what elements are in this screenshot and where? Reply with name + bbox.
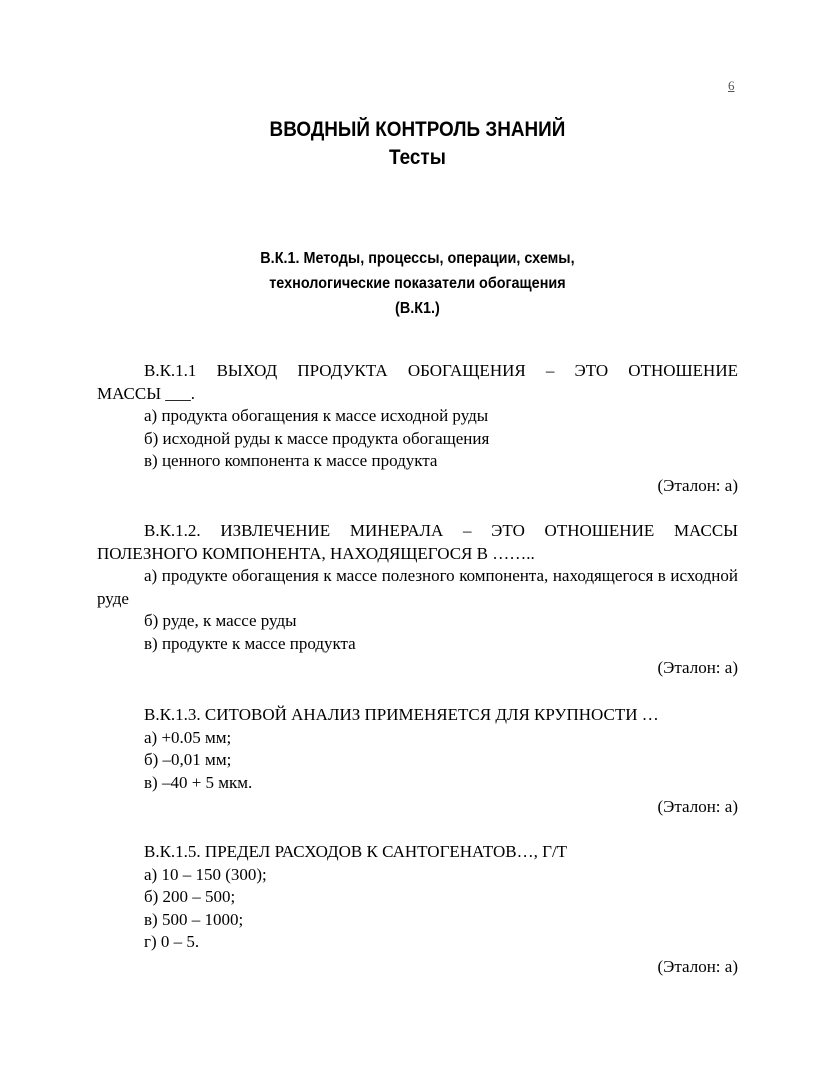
question-text-line-2: МАССЫ ___. bbox=[97, 383, 196, 403]
etalon-answer: (Эталон: а) bbox=[657, 475, 738, 495]
question-vk-1-1 bbox=[97, 360, 738, 497]
answer-option-a: а) 10 – 150 (300); bbox=[144, 864, 267, 884]
question-text-line-1: В.К.1.2. ИЗВЛЕЧЕНИЕ МИНЕРАЛА – ЭТО ОТНОШЕНИЕ МАССЫ bbox=[144, 521, 738, 540]
section-heading bbox=[42, 246, 794, 321]
question-vk-1-3 bbox=[97, 704, 738, 819]
page-title bbox=[42, 116, 794, 172]
page-title-line-1: ВВОДНЫЙ КОНТРОЛЬ ЗНАНИЙ bbox=[269, 118, 566, 141]
answer-option-c: в) ценного компонента к массе продукта bbox=[144, 451, 438, 470]
answer-option-c: в) 500 – 1000; bbox=[144, 909, 244, 929]
answer-option-b: б) –0,01 мм; bbox=[144, 750, 232, 769]
question-text: В.К.1.3. СИТОВОЙ АНАЛИЗ ПРИМЕНЯЕТСЯ ДЛЯ КРУПНОСТИ … bbox=[144, 705, 659, 724]
answer-option-b: б) исходной руды к массе продукта обогащения bbox=[144, 428, 490, 448]
question-text: В.К.1.5. ПРЕДЕЛ РАСХОДОВ К САНТОГЕНАТОВ…, Г/Т bbox=[144, 842, 568, 861]
etalon-answer: (Эталон: а) bbox=[657, 797, 738, 816]
question-text-line-1: В.К.1.1 ВЫХОД ПРОДУКТА ОБОГАЩЕНИЯ – ЭТО ОТНОШЕНИЕ bbox=[144, 361, 738, 380]
section-heading-line-2: технологические показатели обогащения bbox=[269, 275, 566, 292]
question-text-line-2: ПОЛЕЗНОГО КОМПОНЕНТА, НАХОДЯЩЕГОСЯ В …….. bbox=[97, 543, 535, 563]
section-heading-line-3: (В.К1.) bbox=[395, 300, 440, 317]
answer-option-d: г) 0 – 5. bbox=[144, 932, 200, 951]
answer-option-b: б) руде, к массе руды bbox=[144, 611, 297, 630]
answer-option-c: в) –40 + 5 мкм. bbox=[144, 772, 253, 792]
answer-option-a: а) продукте обогащения к массе полезного компонента, находящегося в исходной руде bbox=[97, 566, 738, 608]
answer-option-a: а) продукта обогащения к массе исходной руды bbox=[144, 406, 489, 425]
page-number: 6 bbox=[728, 78, 735, 93]
answer-option-b: б) 200 – 500; bbox=[144, 887, 236, 906]
page-title-line-2: Тесты bbox=[389, 146, 446, 169]
section-heading-line-1: В.К.1. Методы, процессы, операции, схемы, bbox=[260, 250, 575, 267]
question-vk-1-2 bbox=[97, 520, 738, 680]
answer-option-a: а) +0.05 мм; bbox=[144, 727, 232, 747]
answer-option-c: в) продукте к массе продукта bbox=[144, 633, 356, 653]
etalon-answer: (Эталон: а) bbox=[657, 956, 738, 976]
etalon-answer: (Эталон: а) bbox=[657, 658, 738, 677]
question-vk-1-5 bbox=[97, 841, 738, 978]
